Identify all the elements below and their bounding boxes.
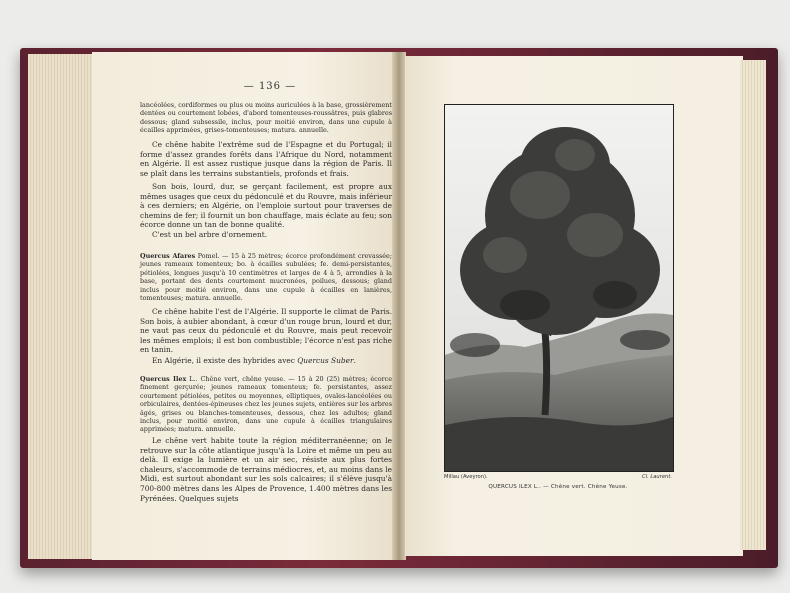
species-name-afares: Quercus Afares (140, 252, 196, 260)
species-text-afares: Pomel. — 15 à 25 mètres; écorce profondément crevassée; jeunes rameaux tomenteux; bo. à écailles subulées; fe. demi-persistantes, pétiolées, longues jusqu'à 10 centimètres et larges de 4 à 5, arrondies à la base, portant des dents courtement mucronées, poilues, dessous; gland inclus pour moitié environ, dans une cupule à écailles en lanières, tomenteuses; matura. annuelle. (140, 252, 392, 303)
paragraph-habitat: Ce chêne habite l'extrême sud de l'Espagne et du Portugal; il forme d'assez grandes forêts dans l'Afrique du Nord, notamment en Algérie. Il est assez rustique jusque dans la région de Paris. Il se plaît dans les terrains substantiels, profonds et frais. (140, 140, 392, 178)
page-number: — 136 — (243, 81, 297, 92)
plate-caption: QUERCUS ILEX L.. — Chêne vert. Chêne Yeuse. (488, 484, 628, 490)
hybrids-species: Quercus Suber (297, 356, 354, 365)
paragraph-ornament: C'est un bel arbre d'ornement. (152, 230, 268, 239)
hybrids-end: . (353, 356, 356, 365)
paragraph-wood: Son bois, lourd, dur, se gerçant facilement, est propre aux mêmes usages que ceux du pédonculé et du Rouvre, mais inférieur à ces derniers; en Algérie, on l'emploie surtout pour traverses de chemins de fer; il fournit un bon chauffage, mais éclate au feu; son écorce donne un tan de bonne qualité. (140, 182, 392, 230)
plate-credit: Cl. Laurent. (641, 474, 672, 480)
species-name-ilex: Quercus Ilex (140, 375, 187, 383)
book-gutter (392, 52, 406, 560)
left-page-edges (28, 54, 98, 559)
paragraph-hybrids (140, 356, 392, 366)
species-entry-ilex (140, 375, 392, 434)
paragraph-afares-habitat: Ce chêne habite l'est de l'Algérie. Il supporte le climat de Paris. Son bois, à aubier abondant, à cœur d'un rouge brun, lourd et dur, ne vaut pas ceux du pédonculé et du Rouvre, mais peut recevoir les mêmes emplois; il est bon combustible; l'écorce n'est pas riche en tanin. (140, 307, 392, 355)
plate-location: Millau (Aveyron). (444, 474, 488, 480)
paragraph-leaves: lancéolées, cordiformes ou plus ou moins auriculées à la base, grossièrement dentées ou courtement lobées, d'abord tomenteuses-roussâtres, puis glabres dessous; gland subsessile, inclus, pour moitié environ, dans une cupule à écailles apprimées, grises-tomenteuses; matura. annuelle. (140, 101, 392, 135)
hybrids-text: En Algérie, il existe des hybrides avec (152, 356, 298, 365)
species-text-ilex: L.. Chêne vert, chêne yeuse. — 15 à 20 (25) mètres; écorce finement gerçurée; jeunes rameaux tomenteux; fe. persistantes, assez courtement pétiolées, petites ou moyennes, elliptiques, ovales-lancéolées ou orbiculaires, dentées-épineuses chez les jeunes sujets, entières sur les arbres âgés, grises ou blanches-tomenteuses, dessous, chez les adultes; gland inclus, pour moitié environ, dans une cupule à écailles triangulaires apprimées; matura. annuelle. (140, 375, 392, 434)
tree-photograph (444, 104, 674, 472)
species-entry-afares (140, 252, 392, 302)
right-page-edges (740, 60, 766, 550)
paragraph-ilex-habitat: Le chêne vert habite toute la région méditerranéenne; on le retrouve sur la côte atlantique jusqu'à la Loire et même un peu au delà. Il exige la lumière et un air sec, résiste aux plus fortes chaleurs, s'accommode de terrains médiocres, et, au moins dans le Midi, est surtout abondant sur les sols calcaires; il s'élève jusqu'à 700-800 mètres dans les Alpes de Provence, 1.400 mètres dans les Pyrénées. Quelques sujets (140, 436, 392, 503)
